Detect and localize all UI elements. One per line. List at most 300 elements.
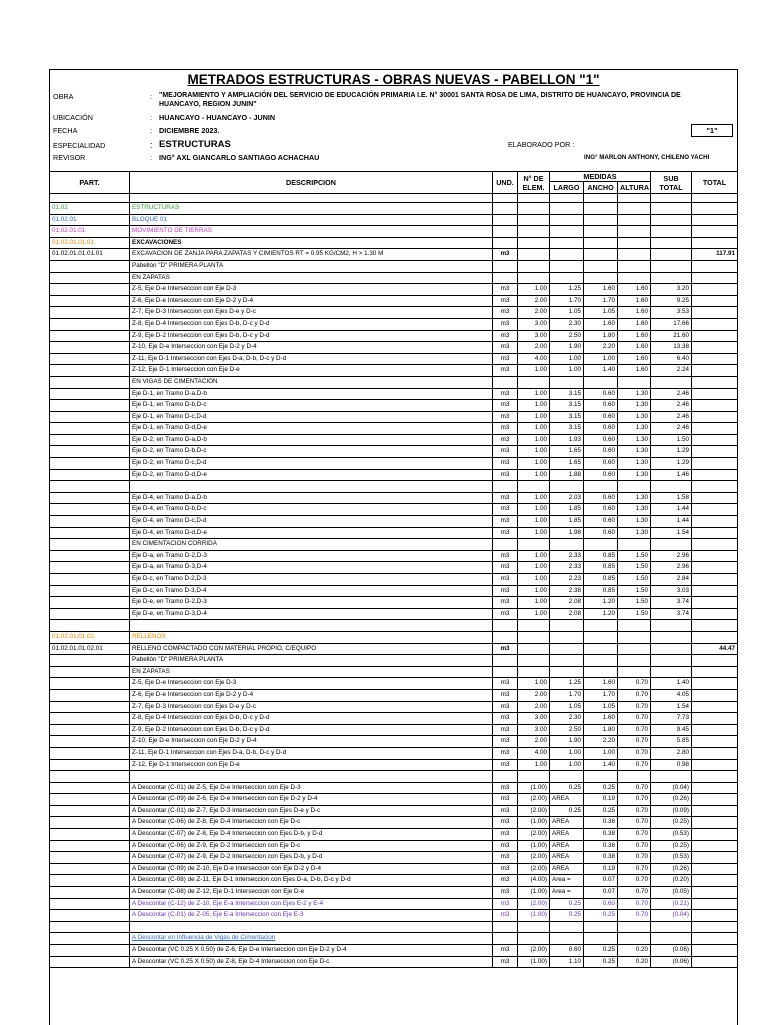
cell-part: 01.02	[50, 203, 130, 215]
cell-sub-total: 3.74	[651, 597, 692, 609]
elaborado-value: ING° MARLON ANTHONY, CHILENO YACHI	[584, 154, 710, 161]
col-total: TOTAL	[692, 172, 738, 194]
cell-descripcion: A Descontar (C-08) de Z-11, Eje D-1 Interseccion con Ejes D-a, D-b, D-c y D-d	[130, 875, 493, 887]
cell-altura	[618, 260, 651, 272]
cell-total	[692, 782, 738, 794]
cell-altura: 1.30	[618, 434, 651, 446]
cell-n-elem: (1.00)	[518, 782, 550, 794]
cell-sub-total: 9.45	[651, 724, 692, 736]
col-n-elem-line-2: ELEM.	[522, 182, 545, 192]
cell-total	[692, 411, 738, 423]
cell-altura: 0.70	[618, 817, 651, 829]
cell-descripcion: Eje D-2, en Tramo D-c,D-d	[130, 458, 493, 470]
cell-ancho: 0.60	[584, 458, 618, 470]
cell-und	[493, 203, 518, 215]
cell-sub-total: 3.74	[651, 608, 692, 620]
table-row	[50, 678, 738, 690]
cell-und	[493, 666, 518, 678]
cell-sub-total: 1.46	[651, 469, 692, 481]
cell-total	[692, 689, 738, 701]
cell-altura	[618, 272, 651, 284]
cell-sub-total	[651, 260, 692, 272]
cell-sub-total: 2.46	[651, 411, 692, 423]
table-row	[50, 805, 738, 817]
cell-largo	[550, 376, 584, 388]
cell-und: m3	[493, 423, 518, 435]
cell-area-label: Area =	[550, 887, 584, 899]
cell-sub-total	[651, 655, 692, 667]
cell-total	[692, 423, 738, 435]
cell-descripcion: A Descontar (C-06) de Z-8, Eje D-4 Interseccion con Eje D-c	[130, 817, 493, 829]
cell-largo: 0.25	[550, 805, 584, 817]
table-row	[50, 782, 738, 794]
cell-n-elem	[518, 203, 550, 215]
cell-total	[692, 910, 738, 922]
cell-largo	[550, 226, 584, 238]
cell-ancho: 1.60	[584, 284, 618, 296]
cell-descripcion: Eje D-1, en Tramo D-c,D-d	[130, 411, 493, 423]
cell-descripcion: Eje D-2, en Tramo D-a,D-b	[130, 434, 493, 446]
cell-descripcion: Z-9, Eje D-2 Interseccion con Ejes D-b, D-c y D-d	[130, 330, 493, 342]
cell-largo: 1.25	[550, 284, 584, 296]
cell-und: m3	[493, 353, 518, 365]
cell-n-elem	[518, 933, 550, 945]
cell-part	[50, 295, 130, 307]
cell-ancho	[584, 376, 618, 388]
cell-largo: 0.25	[550, 782, 584, 794]
cell-ancho: 0.07	[584, 887, 618, 899]
cell-und	[493, 481, 518, 493]
cell-descripcion: Z-8, Eje D-4 Interseccion con Ejes D-b, D-c y D-d	[130, 713, 493, 725]
cell-descripcion: Eje D-e, en Tramo D-3,D-4	[130, 608, 493, 620]
cell-largo: 1.85	[550, 516, 584, 528]
cell-descripcion: A Descontar (C-01) de Z-5, Eje D-e Interseccion con Eje D-3	[130, 782, 493, 794]
cell-altura: 0.70	[618, 829, 651, 841]
cell-part	[50, 550, 130, 562]
cell-descripcion: Z-11, Eje D-1 Interseccion con Ejes D-a, D-b, D-c y D-d	[130, 353, 493, 365]
cell-n-elem: 1.00	[518, 527, 550, 539]
cell-n-elem: 2.00	[518, 342, 550, 354]
cell-total: 117.91	[692, 249, 738, 261]
cell-ancho	[584, 933, 618, 945]
cell-total	[692, 446, 738, 458]
cell-ancho	[584, 237, 618, 249]
cell-part	[50, 446, 130, 458]
cell-altura: 0.70	[618, 794, 651, 806]
cell-ancho: 1.60	[584, 678, 618, 690]
table-row	[50, 597, 738, 609]
cell-descripcion: Z-6, Eje D-e Interseccion con Eje D-2 y D-4	[130, 295, 493, 307]
cell-part	[50, 260, 130, 272]
cell-sub-total: 7.73	[651, 713, 692, 725]
cell-sub-total	[651, 666, 692, 678]
cell-part	[50, 504, 130, 516]
cell-und	[493, 214, 518, 226]
cell-area-label: AREA	[550, 863, 584, 875]
cell-part	[50, 284, 130, 296]
cell-altura: 1.30	[618, 388, 651, 400]
cell-largo: 1.98	[550, 527, 584, 539]
cell-und	[493, 921, 518, 933]
cell-total	[692, 887, 738, 899]
cell-ancho: 1.05	[584, 307, 618, 319]
cell-n-elem: 1.00	[518, 492, 550, 504]
cell-ancho: 0.07	[584, 875, 618, 887]
cell-total: 44.47	[692, 643, 738, 655]
cell-altura: 1.60	[618, 318, 651, 330]
cell-ancho: 0.60	[584, 388, 618, 400]
cell-total	[692, 492, 738, 504]
cell-ancho	[584, 272, 618, 284]
cell-sub-total	[651, 620, 692, 632]
cell-total	[692, 933, 738, 945]
cell-ancho	[584, 631, 618, 643]
cell-n-elem	[518, 214, 550, 226]
cell-largo: 0.25	[550, 898, 584, 910]
cell-ancho: 1.70	[584, 689, 618, 701]
table-row	[50, 655, 738, 667]
cell-und	[493, 771, 518, 783]
cell-largo: 0.60	[550, 945, 584, 957]
cell-descripcion: Z-6, Eje D-e Interseccion con Eje D-2 y D-4	[130, 689, 493, 701]
cell-total	[692, 214, 738, 226]
cell-total	[692, 504, 738, 516]
cell-und: m3	[493, 307, 518, 319]
cell-largo: 2.33	[550, 550, 584, 562]
cell-total	[692, 724, 738, 736]
cell-descripcion: Z-8, Eje D-4 Interseccion con Ejes D-b, D-c y D-d	[130, 318, 493, 330]
col-sub-total-line-1: SUB	[663, 173, 679, 183]
cell-n-elem: 3.00	[518, 330, 550, 342]
cell-sub-total: (0.25)	[651, 840, 692, 852]
cell-part	[50, 666, 130, 678]
cell-altura: 1.30	[618, 446, 651, 458]
cell-largo	[550, 643, 584, 655]
cell-n-elem	[518, 771, 550, 783]
cell-und: m3	[493, 875, 518, 887]
table-row	[50, 411, 738, 423]
cell-total	[692, 585, 738, 597]
cell-sub-total: 2.80	[651, 747, 692, 759]
table-row	[50, 434, 738, 446]
cell-part	[50, 713, 130, 725]
cell-largo	[550, 249, 584, 261]
table-row	[50, 852, 738, 864]
cell-und: m3	[493, 863, 518, 875]
cell-n-elem	[518, 539, 550, 551]
cell-und: m3	[493, 840, 518, 852]
cell-part	[50, 759, 130, 771]
cell-descripcion	[130, 771, 493, 783]
cell-ancho	[584, 771, 618, 783]
cell-descripcion: Eje D-2, en Tramo D-d,D-e	[130, 469, 493, 481]
cell-n-elem: 1.00	[518, 365, 550, 377]
table-row	[50, 249, 738, 261]
cell-total	[692, 481, 738, 493]
cell-n-elem	[518, 194, 550, 203]
cell-n-elem: 2.00	[518, 295, 550, 307]
cell-descripcion: EN ZAPATAS	[130, 272, 493, 284]
cell-n-elem: (4.00)	[518, 875, 550, 887]
cell-ancho: 0.85	[584, 585, 618, 597]
cell-altura: 1.30	[618, 516, 651, 528]
table-row	[50, 295, 738, 307]
table-row	[50, 829, 738, 841]
cell-descripcion: EN ZAPATAS	[130, 666, 493, 678]
cell-n-elem	[518, 260, 550, 272]
cell-und: m3	[493, 945, 518, 957]
cell-ancho: 0.60	[584, 446, 618, 458]
cell-sub-total	[651, 376, 692, 388]
cell-descripcion: BLOQUE 01	[130, 214, 493, 226]
cell-largo	[550, 272, 584, 284]
cell-altura: 1.30	[618, 527, 651, 539]
cell-altura: 1.30	[618, 469, 651, 481]
table-row	[50, 887, 738, 899]
cell-sub-total: (0.53)	[651, 829, 692, 841]
table-row	[50, 759, 738, 771]
table-row	[50, 446, 738, 458]
colon: :	[150, 92, 152, 101]
fecha-value: DICIEMBRE 2023.	[159, 126, 220, 135]
cell-total	[692, 794, 738, 806]
cell-area-label: AREA	[550, 840, 584, 852]
table-row	[50, 214, 738, 226]
cell-ancho: 0.36	[584, 840, 618, 852]
cell-n-elem: 2.00	[518, 689, 550, 701]
col-sub-total-line-2: TOTAL	[659, 182, 683, 192]
cell-descripcion: A Descontar (VC 0.25 X 0.50) de Z-6, Eje D-e Interseccion con Eje D-2 y D-4	[130, 945, 493, 957]
cell-total	[692, 365, 738, 377]
cell-total	[692, 516, 738, 528]
cell-part	[50, 921, 130, 933]
cell-total	[692, 539, 738, 551]
cell-descripcion: Eje D-4, en Tramo D-c,D-d	[130, 516, 493, 528]
cell-part	[50, 492, 130, 504]
cell-altura: 0.70	[618, 747, 651, 759]
cell-total	[692, 759, 738, 771]
cell-descripcion: Z-10, Eje D-e Interseccion con Eje D-2 y D-4	[130, 736, 493, 748]
cell-n-elem: 1.00	[518, 516, 550, 528]
cell-total	[692, 666, 738, 678]
cell-sub-total: 2.96	[651, 562, 692, 574]
cell-descripcion: Z-7, Eje D-3 Interseccion con Ejes D-e y D-c	[130, 307, 493, 319]
cell-und: m3	[493, 574, 518, 586]
cell-total	[692, 678, 738, 690]
col-sub-total	[651, 172, 692, 194]
table-row	[50, 620, 738, 632]
cell-n-elem: 1.00	[518, 608, 550, 620]
cell-n-elem: 1.00	[518, 434, 550, 446]
cell-sub-total: 2.24	[651, 365, 692, 377]
cell-part	[50, 388, 130, 400]
cell-descripcion: Eje D-a, en Tramo D-2,D-3	[130, 550, 493, 562]
cell-ancho: 2.20	[584, 342, 618, 354]
cell-descripcion: A Descontar (C-09) de Z-6, Eje D-e Interseccion con Eje D-2 y D-4	[130, 794, 493, 806]
cell-descripcion: Pabellón "D" PRIMERA PLANTA	[130, 260, 493, 272]
cell-sub-total: 0.98	[651, 759, 692, 771]
cell-ancho	[584, 194, 618, 203]
cell-ancho: 0.60	[584, 400, 618, 412]
cell-n-elem: 3.00	[518, 713, 550, 725]
cell-descripcion: A Descontar (C-12) de Z-10, Eje E-a Interseccion con Ejes E-2 y E-4	[130, 898, 493, 910]
cell-n-elem: 2.00	[518, 736, 550, 748]
cell-ancho: 0.25	[584, 910, 618, 922]
cell-total	[692, 307, 738, 319]
colon: :	[150, 140, 153, 150]
obra-value-line-1: "MEJORAMIENTO Y AMPLIACIÓN DEL SERVICIO DE EDUCACIÓN PRIMARIA I.E. N° 30001 SANTA ROSA DE LIMA, DISTRITO DE HUANCAYO, PROVINCIA DE	[159, 92, 681, 99]
cell-descripcion	[130, 481, 493, 493]
elaborado-label: ELABORADO POR :	[508, 140, 575, 149]
table-row	[50, 933, 738, 945]
cell-und: m3	[493, 805, 518, 817]
cell-part	[50, 307, 130, 319]
cell-sub-total: (0.26)	[651, 794, 692, 806]
cell-part	[50, 863, 130, 875]
cell-sub-total: (0.06)	[651, 956, 692, 968]
cell-altura: 1.60	[618, 353, 651, 365]
cell-descripcion: Z-7, Eje D-3 Interseccion con Ejes D-e y D-c	[130, 701, 493, 713]
cell-sub-total: 17.66	[651, 318, 692, 330]
cell-descripcion: Z-5, Eje D-e Interseccion con Eje D-3	[130, 678, 493, 690]
cell-total	[692, 736, 738, 748]
cell-n-elem	[518, 631, 550, 643]
cell-n-elem: (2.00)	[518, 805, 550, 817]
cell-total	[692, 747, 738, 759]
cell-part	[50, 655, 130, 667]
cell-total	[692, 771, 738, 783]
cell-largo	[550, 481, 584, 493]
cell-sub-total	[651, 631, 692, 643]
cell-altura	[618, 620, 651, 632]
cell-sub-total: 2.96	[651, 550, 692, 562]
cell-altura	[618, 214, 651, 226]
table-row	[50, 643, 738, 655]
cell-largo	[550, 921, 584, 933]
cell-descripcion: Eje D-1, en Tramo D-d,D-e	[130, 423, 493, 435]
table-row	[50, 550, 738, 562]
cell-descripcion: A Descontar en Influencia de Vigas de Cimentacion	[130, 933, 493, 945]
cell-descripcion: Z-12, Eje D-1 Interseccion con Eje D-e	[130, 759, 493, 771]
cell-altura: 0.70	[618, 759, 651, 771]
cell-largo: 2.33	[550, 562, 584, 574]
cell-total	[692, 875, 738, 887]
cell-descripcion: Eje D-e, en Tramo D-2,D-3	[130, 597, 493, 609]
cell-altura: 1.30	[618, 400, 651, 412]
fecha-label: FECHA	[53, 126, 78, 135]
cell-descripcion: EXCAVACION DE ZANJA PARA ZAPATAS Y CIMIENTOS RT = 0.95 KG/CM2, H > 1.30 M	[130, 249, 493, 261]
cell-descripcion: MOVIMIENTO DE TIERRAS	[130, 226, 493, 238]
cell-descripcion: Eje D-c, en Tramo D-3,D-4	[130, 585, 493, 597]
cell-area-label: Area =	[550, 875, 584, 887]
cell-descripcion: A Descontar (C-07) de Z-9, Eje D-2 Interseccion con Ejes D-b, y D-d	[130, 852, 493, 864]
cell-ancho: 0.19	[584, 863, 618, 875]
cell-largo	[550, 214, 584, 226]
table-row	[50, 736, 738, 748]
cell-largo: 3.15	[550, 400, 584, 412]
cell-n-elem: 3.00	[518, 318, 550, 330]
cell-descripcion: A Descontar (C-08) de Z-12, Eje D-1 Interseccion con Eje D-e	[130, 887, 493, 899]
cell-part	[50, 527, 130, 539]
cell-ancho: 1.80	[584, 724, 618, 736]
cell-sub-total: (0.20)	[651, 875, 692, 887]
cell-n-elem: 1.00	[518, 469, 550, 481]
cell-ancho: 0.60	[584, 411, 618, 423]
cell-part	[50, 585, 130, 597]
cell-und: m3	[493, 643, 518, 655]
cell-part	[50, 910, 130, 922]
cell-ancho: 0.38	[584, 829, 618, 841]
cell-total	[692, 226, 738, 238]
cell-descripcion: Z-5, Eje D-e Interseccion con Eje D-3	[130, 284, 493, 296]
cell-total	[692, 840, 738, 852]
table-row	[50, 863, 738, 875]
cell-largo	[550, 194, 584, 203]
cell-und: m3	[493, 458, 518, 470]
cell-descripcion: A Descontar (VC 0.25 X 0.50) de Z-8, Eje D-4 Interseccion con Eje D-c	[130, 956, 493, 968]
cell-ancho: 0.85	[584, 562, 618, 574]
cell-ancho: 0.60	[584, 898, 618, 910]
cell-largo: 1.65	[550, 446, 584, 458]
cell-ancho: 2.20	[584, 736, 618, 748]
cell-altura: 1.30	[618, 492, 651, 504]
cell-part	[50, 817, 130, 829]
cell-sub-total: 5.85	[651, 736, 692, 748]
cell-largo	[550, 203, 584, 215]
cell-altura	[618, 933, 651, 945]
cell-und: m3	[493, 759, 518, 771]
cell-largo: 1.93	[550, 434, 584, 446]
cell-altura: 0.20	[618, 945, 651, 957]
cell-n-elem: 1.00	[518, 562, 550, 574]
cell-n-elem	[518, 620, 550, 632]
cell-altura: 0.70	[618, 678, 651, 690]
cell-sub-total	[651, 933, 692, 945]
col-descripcion: DESCRIPCION	[130, 172, 493, 194]
cell-n-elem: 1.00	[518, 574, 550, 586]
cell-descripcion: A Descontar (C-01) de Z-7, Eje D-3 Interseccion con Ejes D-e y D-c	[130, 805, 493, 817]
cell-altura: 0.70	[618, 724, 651, 736]
table-row	[50, 203, 738, 215]
cell-descripcion: RELLENOS	[130, 631, 493, 643]
cell-total	[692, 434, 738, 446]
cell-descripcion: ESTRUCTURAS	[130, 203, 493, 215]
cell-altura: 1.50	[618, 597, 651, 609]
cell-largo	[550, 933, 584, 945]
cell-und: m3	[493, 713, 518, 725]
metrados-sheet	[49, 69, 738, 1025]
table-row	[50, 539, 738, 551]
cell-altura	[618, 249, 651, 261]
cell-sub-total	[651, 272, 692, 284]
cell-total	[692, 852, 738, 864]
cell-sub-total: 2.46	[651, 423, 692, 435]
cell-und: m3	[493, 910, 518, 922]
cell-total	[692, 342, 738, 354]
cell-n-elem: 1.00	[518, 597, 550, 609]
cell-n-elem	[518, 921, 550, 933]
cell-descripcion: Eje D-4, en Tramo D-d,D-e	[130, 527, 493, 539]
cell-n-elem: (1.00)	[518, 910, 550, 922]
cell-und: m3	[493, 342, 518, 354]
table-row	[50, 226, 738, 238]
cell-sub-total	[651, 203, 692, 215]
cell-descripcion: Z-11, Eje D-1 Interseccion con Ejes D-a, D-b, D-c y D-d	[130, 747, 493, 759]
cell-sub-total: 1.29	[651, 446, 692, 458]
cell-total	[692, 330, 738, 342]
cell-und: m3	[493, 678, 518, 690]
cell-ancho	[584, 539, 618, 551]
